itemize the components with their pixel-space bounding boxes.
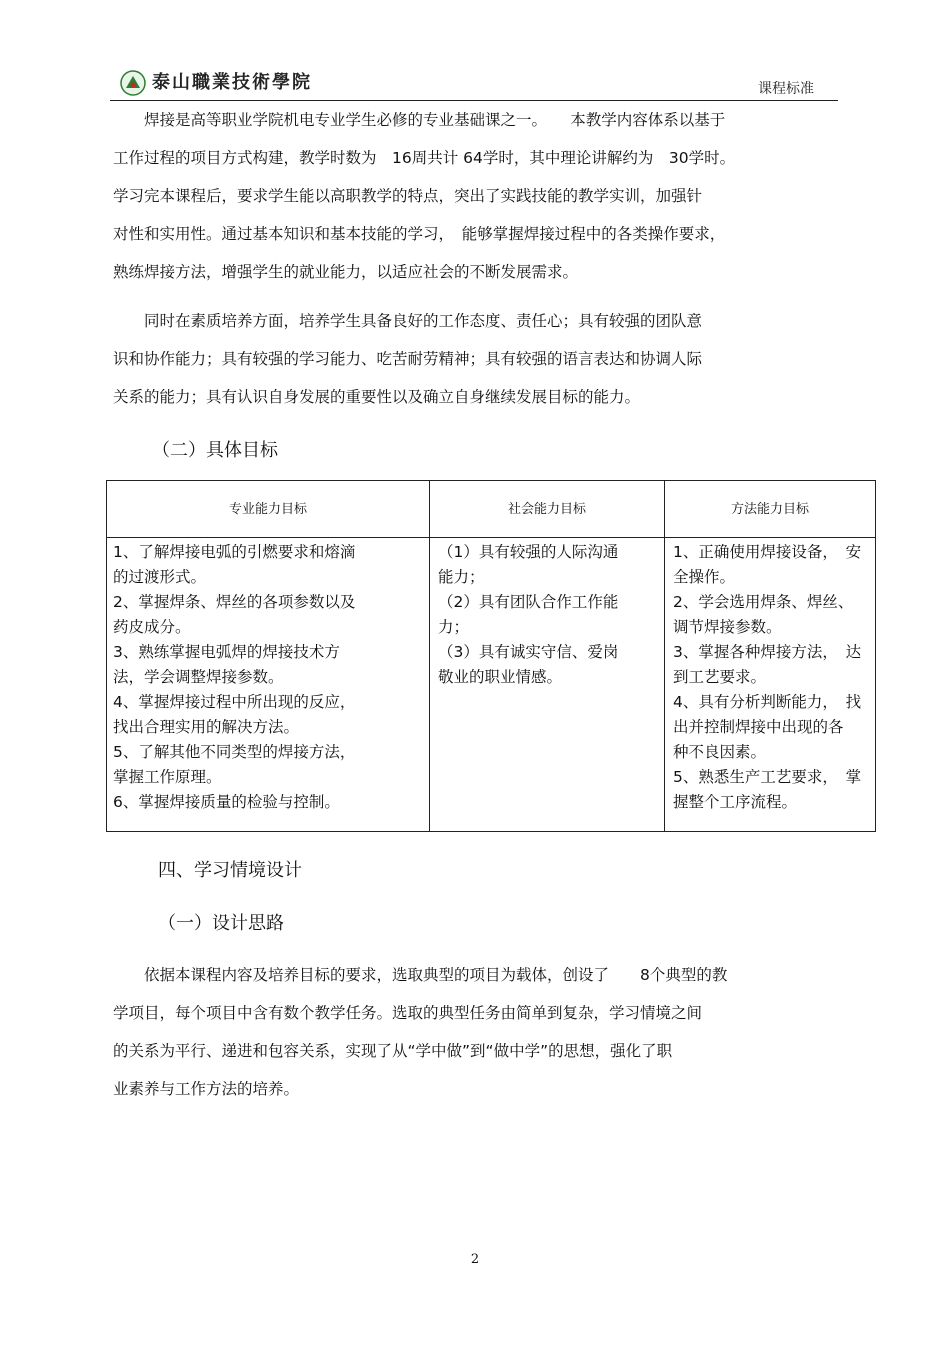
method-goal-line: 调节焊接参数。 — [673, 618, 782, 636]
method-goal-line: 2、学会选用焊条、焊丝、 — [673, 593, 854, 611]
social-goals-cell — [430, 538, 665, 832]
quality-line: 识和协作能力；具有较强的学习能力、吃苦耐劳精神；具有较强的语言表达和协调人际 — [113, 350, 703, 368]
professional-goal-line: 3、熟练掌握电弧焊的焊接技术方 — [113, 643, 340, 661]
social-goal-line: 力； — [438, 618, 470, 636]
professional-goal-line: 2、掌握焊条、焊丝的各项参数以及 — [113, 593, 356, 611]
professional-goal-line: 找出合理实用的解决方法。 — [113, 718, 300, 736]
social-goal-line: （2）具有团队合作工作能 — [438, 593, 619, 611]
design-line: 业素养与工作方法的培养。 — [113, 1080, 300, 1098]
professional-goal-line: 5、了解其他不同类型的焊接方法， — [113, 743, 356, 761]
design-paragraph — [113, 956, 853, 1108]
professional-goal-line: 法，学会调整焊接参数。 — [113, 668, 284, 686]
table-header-row — [107, 481, 876, 538]
design-line: 的关系为平行、递进和包容关系，实现了从“学中做”到“做中学”的思想，强化了职 — [113, 1042, 673, 1060]
professional-goal-line: 掌握工作原理。 — [113, 768, 222, 786]
section-four-title: 四、学习情境设计 — [158, 860, 302, 881]
header-method: 方法能力目标 — [665, 481, 876, 538]
method-goal-line: 到工艺要求。 — [673, 668, 767, 686]
intro-line: 对性和实用性。通过基本知识和基本技能的学习， 能够掌握焊接过程中的各类操作要求， — [113, 225, 726, 243]
intro-line: 工作过程的项目方式构建，教学时数为 16周共计 64学时，其中理论讲解约为 30学时。 — [113, 149, 736, 167]
intro-line: 熟练焊接方法，增强学生的就业能力，以适应社会的不断发展需求。 — [113, 263, 579, 281]
method-goal-line: 种不良因素。 — [673, 743, 767, 761]
page-number: 2 — [470, 1252, 480, 1267]
quality-line: 关系的能力；具有认识自身发展的重要性以及确立自身继续发展目标的能力。 — [113, 388, 641, 406]
professional-goal-line: 4、掌握焊接过程中所出现的反应， — [113, 693, 356, 711]
header-social: 社会能力目标 — [430, 481, 665, 538]
heading-specific-goals: （二）具体目标 — [152, 440, 278, 461]
professional-goal-line: 的过渡形式。 — [113, 568, 207, 586]
method-goal-line: 出并控制焊接中出现的各 — [673, 718, 844, 736]
method-goal-line: 1、正确使用焊接设备， 安 — [673, 543, 862, 561]
professional-goal-line: 1、了解焊接电弧的引燃要求和熔滴 — [113, 543, 356, 561]
quality-line: 同时在素质培养方面，培养学生具备良好的工作态度、责任心；具有较强的团队意 — [113, 312, 703, 330]
intro-paragraph — [113, 101, 853, 291]
intro-line: 学习完本课程后，要求学生能以高职教学的特点，突出了实践技能的教学实训，加强针 — [113, 187, 703, 205]
school-logo-icon — [120, 70, 146, 96]
social-goal-line: （3）具有诚实守信、爱岗 — [438, 643, 619, 661]
method-goal-line: 全操作。 — [673, 568, 736, 586]
method-goal-line: 5、熟悉生产工艺要求， 掌 — [673, 768, 862, 786]
goals-table — [106, 480, 876, 832]
intro-line: 焊接是高等职业学院机电专业学生必修的专业基础课之一。 本教学内容体系以基于 — [113, 111, 726, 129]
professional-goal-line: 6、掌握焊接质量的检验与控制。 — [113, 793, 340, 811]
social-goal-line: 能力； — [438, 568, 485, 586]
method-goal-line: 握整个工序流程。 — [673, 793, 798, 811]
professional-goals-cell — [107, 538, 430, 832]
doc-type-label: 课程标准 — [758, 81, 814, 97]
social-goal-line: （1）具有较强的人际沟通 — [438, 543, 619, 561]
table-row — [107, 538, 876, 832]
method-goal-line: 4、具有分析判断能力， 找 — [673, 693, 862, 711]
design-line: 学项目，每个项目中含有数个教学任务。选取的典型任务由简单到复杂，学习情境之间 — [113, 1004, 703, 1022]
quality-paragraph — [113, 302, 853, 416]
method-goal-line: 3、掌握各种焊接方法， 达 — [673, 643, 862, 661]
header-professional: 专业能力目标 — [107, 481, 430, 538]
design-line: 依据本课程内容及培养目标的要求，选取典型的项目为载体，创设了 8个典型的教 — [113, 966, 728, 984]
page-header — [110, 64, 838, 101]
school-name: 泰山職業技術學院 — [152, 72, 312, 93]
heading-design-idea: （一）设计思路 — [158, 913, 284, 934]
professional-goal-line: 药皮成分。 — [113, 618, 191, 636]
social-goal-line: 敬业的职业情感。 — [438, 668, 563, 686]
method-goals-cell — [665, 538, 876, 832]
